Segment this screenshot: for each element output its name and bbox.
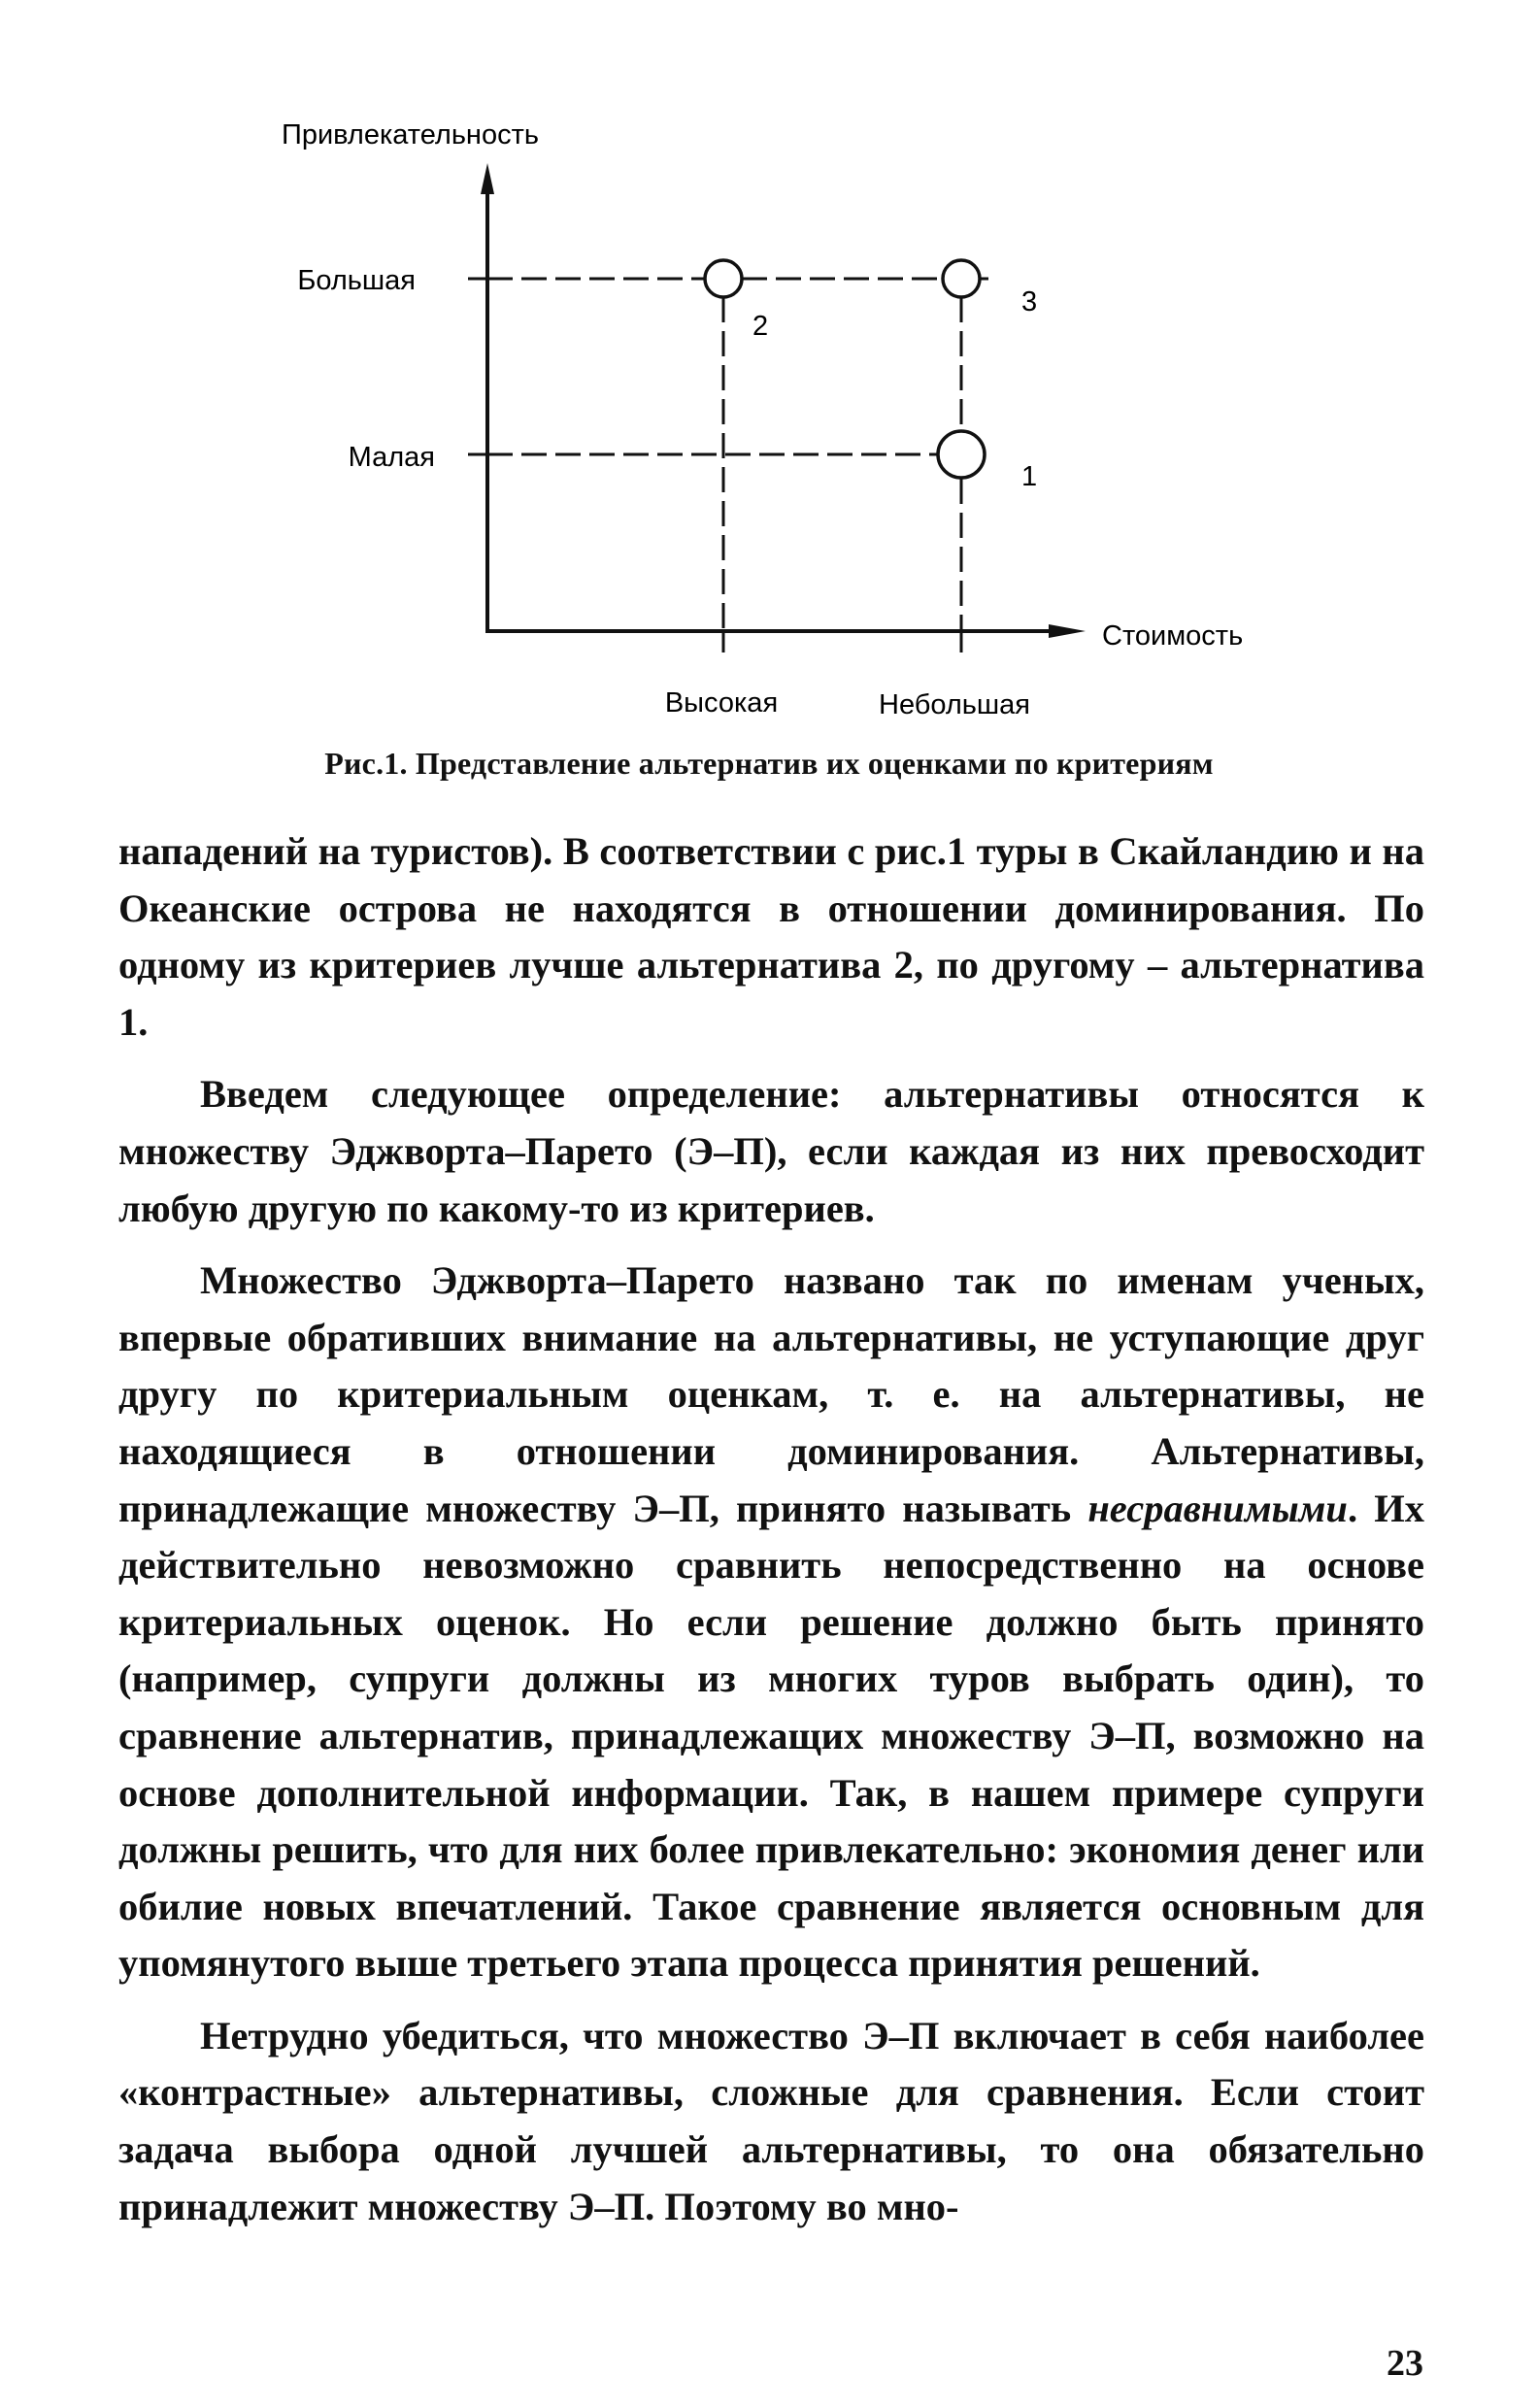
x-level-label-low: Небольшая bbox=[879, 689, 1030, 720]
paragraph-text: Введем следующее определение: альтернативы относятся к множеству Эджворта–Парето (Э–П), если каждая из них превосходит любую другую по какому-то из критериев. bbox=[118, 1072, 1424, 1230]
paragraph bbox=[118, 823, 1424, 1051]
y-axis-arrow-icon bbox=[481, 163, 494, 194]
alternatives-diagram bbox=[0, 0, 1538, 757]
y-level-label-high: Большая bbox=[297, 265, 416, 296]
point-label-3: 3 bbox=[1021, 286, 1038, 318]
x-axis-arrow-icon bbox=[1049, 624, 1086, 638]
alternative-point-3 bbox=[943, 260, 980, 297]
point-label-2: 2 bbox=[752, 311, 769, 342]
paragraph-text: нападений на туристов). В соответствии с рис.1 туры в Скайландию и на Океанские острова не находятся в отношении доминирования. По одному из критериев лучше альтернатива 2, по другому – альтернатива 1. bbox=[118, 829, 1424, 1044]
paragraph-text: Множество Эджворта–Парето названо так по именам ученых, впервые обративших внимание на альтернативы, не уступающие друг другу по критериальным оценкам, т. е. на альтернативы, не находящиеся в отношении доминирования. Альтернативы, принадлежащие множеству Э–П, принято называть bbox=[118, 1258, 1424, 1530]
figure-caption: Рис.1. Представление альтернатив их оценками по критериям bbox=[324, 746, 1214, 781]
paragraph bbox=[118, 1253, 1424, 1992]
paragraph bbox=[118, 2008, 1424, 2235]
paragraph-text: Нетрудно убедиться, что множество Э–П включает в себя наиболее «контрастные» альтернативы, сложные для сравнения. Если стоит задача выбора одной лучшей альтернативы, то она обязательно принадлежит множеству Э–П. Поэтому во мно- bbox=[118, 2013, 1424, 2228]
x-axis-label: Стоимость bbox=[1102, 620, 1244, 652]
alternative-point-1 bbox=[938, 431, 985, 478]
page-number: 23 bbox=[1387, 2343, 1423, 2384]
paragraph bbox=[118, 1066, 1424, 1237]
point-label-1: 1 bbox=[1021, 461, 1038, 492]
alternative-point-2 bbox=[705, 260, 742, 297]
emphasized-term: несравнимыми bbox=[1087, 1486, 1348, 1530]
paragraph-text: . Их действительно невозможно сравнить непосредственно на основе критериальных оценок. Но если решение должно быть принято (например, супруги должны из многих туров выбрать один), то сравнение альтернатив, принадлежащих множеству Э–П, возможно на основе дополнительной информации. Так, в нашем примере супруги должны решить, что для них более привлекательно: экономия денег или обилие новых впечатлений. Такое сравнение является основным для упомянутого выше третьего этапа процесса принятия решений. bbox=[118, 1486, 1424, 1986]
body-text bbox=[118, 823, 1424, 2251]
x-level-label-high: Высокая bbox=[664, 687, 779, 719]
y-axis-label: Привлекательность bbox=[282, 119, 539, 150]
y-level-label-low: Малая bbox=[348, 442, 435, 473]
